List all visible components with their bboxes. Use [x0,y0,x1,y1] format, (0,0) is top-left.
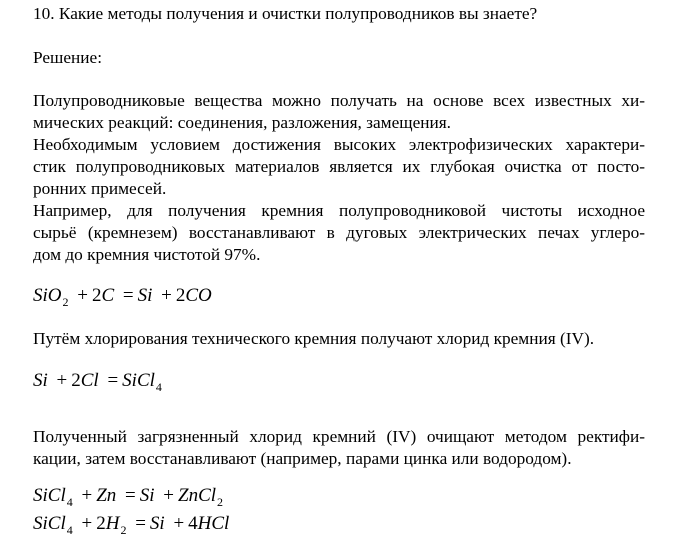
eq-term: CO [185,285,212,306]
eq-equals: = [135,513,146,534]
eq-term: Si [149,513,165,534]
eq-term: HCl [197,513,230,534]
eq-subscript: 2 [62,295,69,309]
equation-3 [33,484,223,514]
eq-term: H [105,513,120,534]
eq-term: SiCl [33,513,66,534]
eq-term: C [101,285,115,306]
equation-1 [33,284,212,314]
paragraph-3-line: кации, затем восстанавливают (например, парами цинка или водородом). [33,449,572,468]
eq-subscript: 4 [66,523,73,537]
paragraph-1-line: стик полупроводниковых материалов является их глубокая очистка от посто- [33,157,645,176]
eq-equals: = [107,370,119,391]
paragraph-1-line: Например, для получения кремния полупроводниковой чистоты исходное [33,201,645,220]
eq-subscript: 4 [66,495,73,509]
eq-term: Cl [80,370,99,391]
eq-operator: + [81,513,93,534]
eq-equals: = [122,285,134,306]
eq-coefficient: 2 [175,285,186,306]
eq-subscript: 2 [120,523,127,537]
question-line: 10. Какие методы получения и очистки полупроводников вы знаете? [33,4,538,23]
eq-term: Si [137,285,153,306]
eq-equals: = [125,485,136,506]
paragraph-1-line: Полупроводниковые вещества можно получать на основе всех известных хи- [33,91,645,110]
paragraph-1-line: Необходимым условием достижения высоких электрофизических характери- [33,135,645,154]
eq-operator: + [77,285,88,306]
paragraph-3-line: Полученный загрязненный хлорид кремний (IV) очищают методом ректифи- [33,427,645,446]
eq-term: Si [33,370,48,391]
paragraph-1-line: сырьё (кремнезем) восстанавливают в дуговых электрических печах углеро- [33,223,645,242]
eq-subscript: 4 [155,380,162,394]
eq-operator: + [81,485,93,506]
paragraph-2: Путём хлорирования технического кремния получают хлорид кремния (IV). [33,329,595,348]
equation-2 [33,369,162,399]
eq-term: SiO [33,285,62,306]
eq-term: SiCl [33,485,66,506]
paragraph-1-line: дом до кремния чистотой 97%. [33,245,261,264]
eq-term: Si [139,485,155,506]
eq-coefficient: 4 [188,513,198,534]
eq-term: SiCl [122,370,155,391]
eq-coefficient: 2 [71,370,81,391]
eq-term: Zn [96,485,117,506]
eq-coefficient: 2 [96,513,106,534]
eq-operator: + [161,285,172,306]
eq-term: ZnCl [178,485,217,506]
eq-operator: + [163,485,174,506]
eq-operator: + [56,370,68,391]
eq-subscript: 2 [217,495,224,509]
solution-label: Решение: [33,48,102,67]
eq-coefficient: 2 [91,285,102,306]
eq-operator: + [173,513,185,534]
paragraph-1-line: мических реакций: соединения, разложения, замещения. [33,113,451,132]
equation-4 [33,512,229,542]
paragraph-1-line: ронних примесей. [33,179,167,198]
